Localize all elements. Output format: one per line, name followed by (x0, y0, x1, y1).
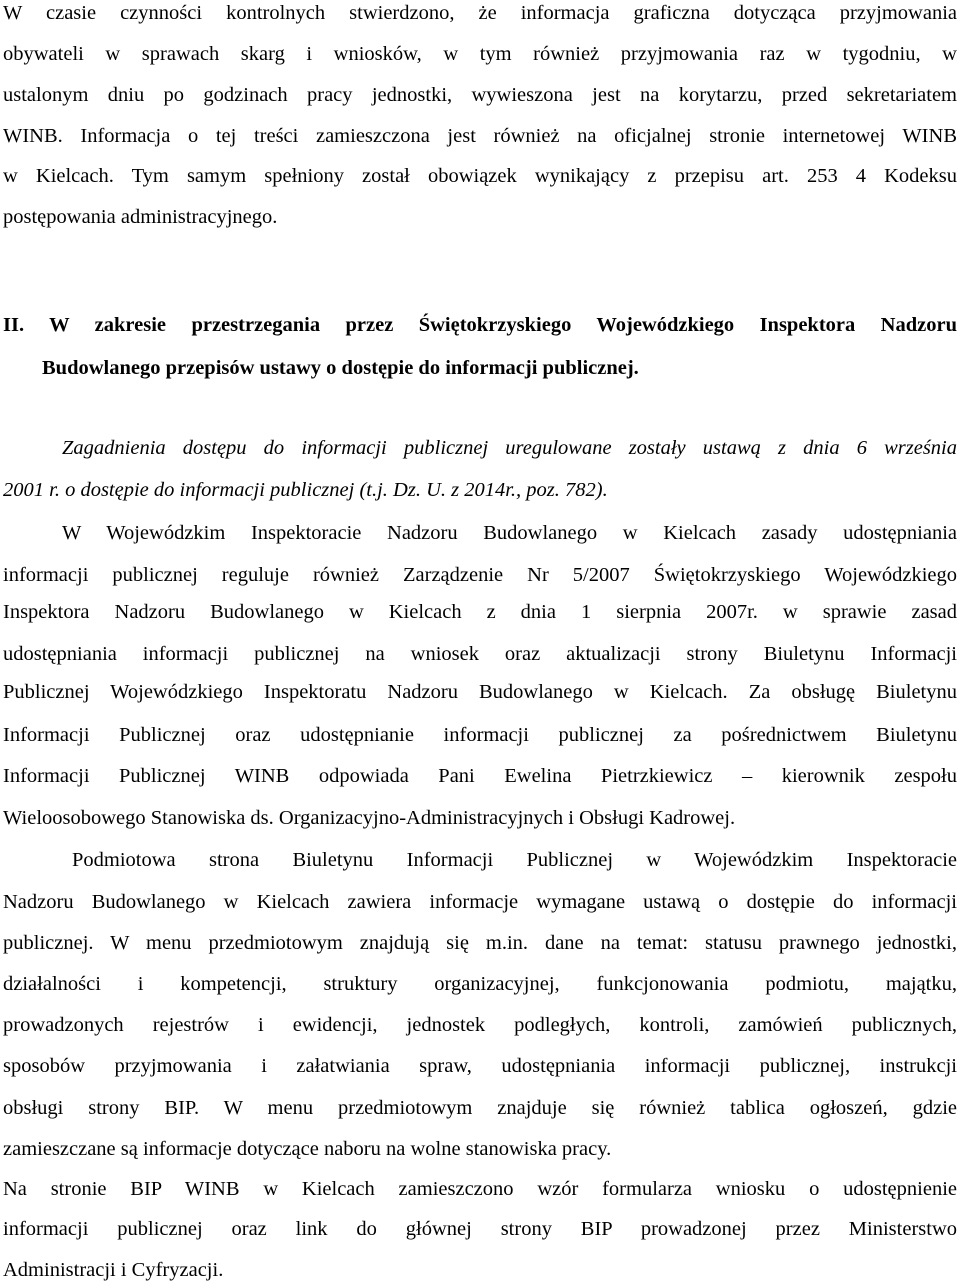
paragraph-2-line-2: 2001 r. o dostępie do informacji publicznej (t.j. Dz. U. z 2014r., poz. 782). (3, 479, 608, 501)
paragraph-4-line-2: Nadzoru Budowlanego w Kielcach zawiera informacje wymagane ustawą o dostępie do informacji (3, 891, 957, 913)
paragraph-1-line-2: obywateli w sprawach skarg i wniosków, w tym również przyjmowania raz w tygodniu, w (3, 43, 957, 65)
section-2-heading: II. W zakresie przestrzegania przez Świętokrzyskiego Wojewódzkiego Inspektora Nadzoru (3, 314, 957, 336)
paragraph-1-line-6: postępowania administracyjnego. (3, 206, 278, 228)
paragraph-4-line-7: obsługi strony BIP. W menu przedmiotowym znajduje się również tablica ogłoszeń, gdzie (3, 1097, 957, 1119)
paragraph-1-line-5: w Kielcach. Tym samym spełniony został obowiązek wynikający z przepisu art. 253 4 Kodeksu (3, 165, 957, 187)
paragraph-4-line-6: sposobów przyjmowania i załatwiania spraw, udostępniania informacji publicznej, instrukcji (3, 1055, 957, 1077)
paragraph-2-line-1: Zagadnienia dostępu do informacji publicznej uregulowane zostały ustawą z dnia 6 września (62, 437, 957, 459)
paragraph-5-line-2: informacji publicznej oraz link do głównej strony BIP prowadzonej przez Ministerstwo (3, 1218, 957, 1240)
paragraph-3-line-1: W Wojewódzkim Inspektoracie Nadzoru Budowlanego w Kielcach zasady udostępniania (62, 522, 957, 544)
paragraph-5-line-3: Administracji i Cyfryzacji. (3, 1259, 224, 1281)
paragraph-5-line-1: Na stronie BIP WINB w Kielcach zamieszczono wzór formularza wniosku o udostępnienie (3, 1178, 957, 1200)
paragraph-3-line-2: informacji publicznej reguluje również Zarządzenie Nr 5/2007 Świętokrzyskiego Wojewódzkiego (3, 564, 957, 586)
paragraph-3-line-3: Inspektora Nadzoru Budowlanego w Kielcach z dnia 1 sierpnia 2007r. w sprawie zasad (3, 601, 957, 623)
paragraph-1-line-1: W czasie czynności kontrolnych stwierdzono, że informacja graficzna dotycząca przyjmowania (3, 2, 957, 24)
paragraph-4-line-5: prowadzonych rejestrów i ewidencji, jednostek podległych, kontroli, zamówień publicznych, (3, 1014, 957, 1036)
paragraph-3-line-5: Publicznej Wojewódzkiego Inspektoratu Nadzoru Budowlanego w Kielcach. Za obsługę Biuletynu (3, 681, 957, 703)
section-2-heading-continued: Budowlanego przepisów ustawy o dostępie do informacji publicznej. (42, 357, 639, 379)
paragraph-1-line-4: WINB. Informacja o tej treści zamieszczona jest również na oficjalnej stronie internetowej WINB (3, 125, 957, 147)
paragraph-4-line-3: publicznej. W menu przedmiotowym znajdują się m.in. dane na temat: statusu prawnego jednostki, (3, 932, 957, 954)
paragraph-3-line-7: Informacji Publicznej WINB odpowiada Pani Ewelina Pietrzkiewicz – kierownik zespołu (3, 765, 957, 787)
paragraph-1-line-3: ustalonym dniu po godzinach pracy jednostki, wywieszona jest na korytarzu, przed sekretariatem (3, 84, 957, 106)
paragraph-4-line-8: zamieszczane są informacje dotyczące naboru na wolne stanowiska pracy. (3, 1138, 612, 1160)
paragraph-3-line-6: Informacji Publicznej oraz udostępnianie informacji publicznej za pośrednictwem Biuletynu (3, 724, 957, 746)
paragraph-4-line-4: działalności i kompetencji, struktury organizacyjnej, funkcjonowania podmiotu, majątku, (3, 973, 957, 995)
paragraph-3-line-4: udostępniania informacji publicznej na wniosek oraz aktualizacji strony Biuletynu Informacji (3, 643, 957, 665)
paragraph-4-line-1: Podmiotowa strona Biuletynu Informacji Publicznej w Wojewódzkim Inspektoracie (72, 849, 957, 871)
paragraph-3-line-8: Wieloosobowego Stanowiska ds. Organizacyjno-Administracyjnych i Obsługi Kadrowej. (3, 807, 736, 829)
